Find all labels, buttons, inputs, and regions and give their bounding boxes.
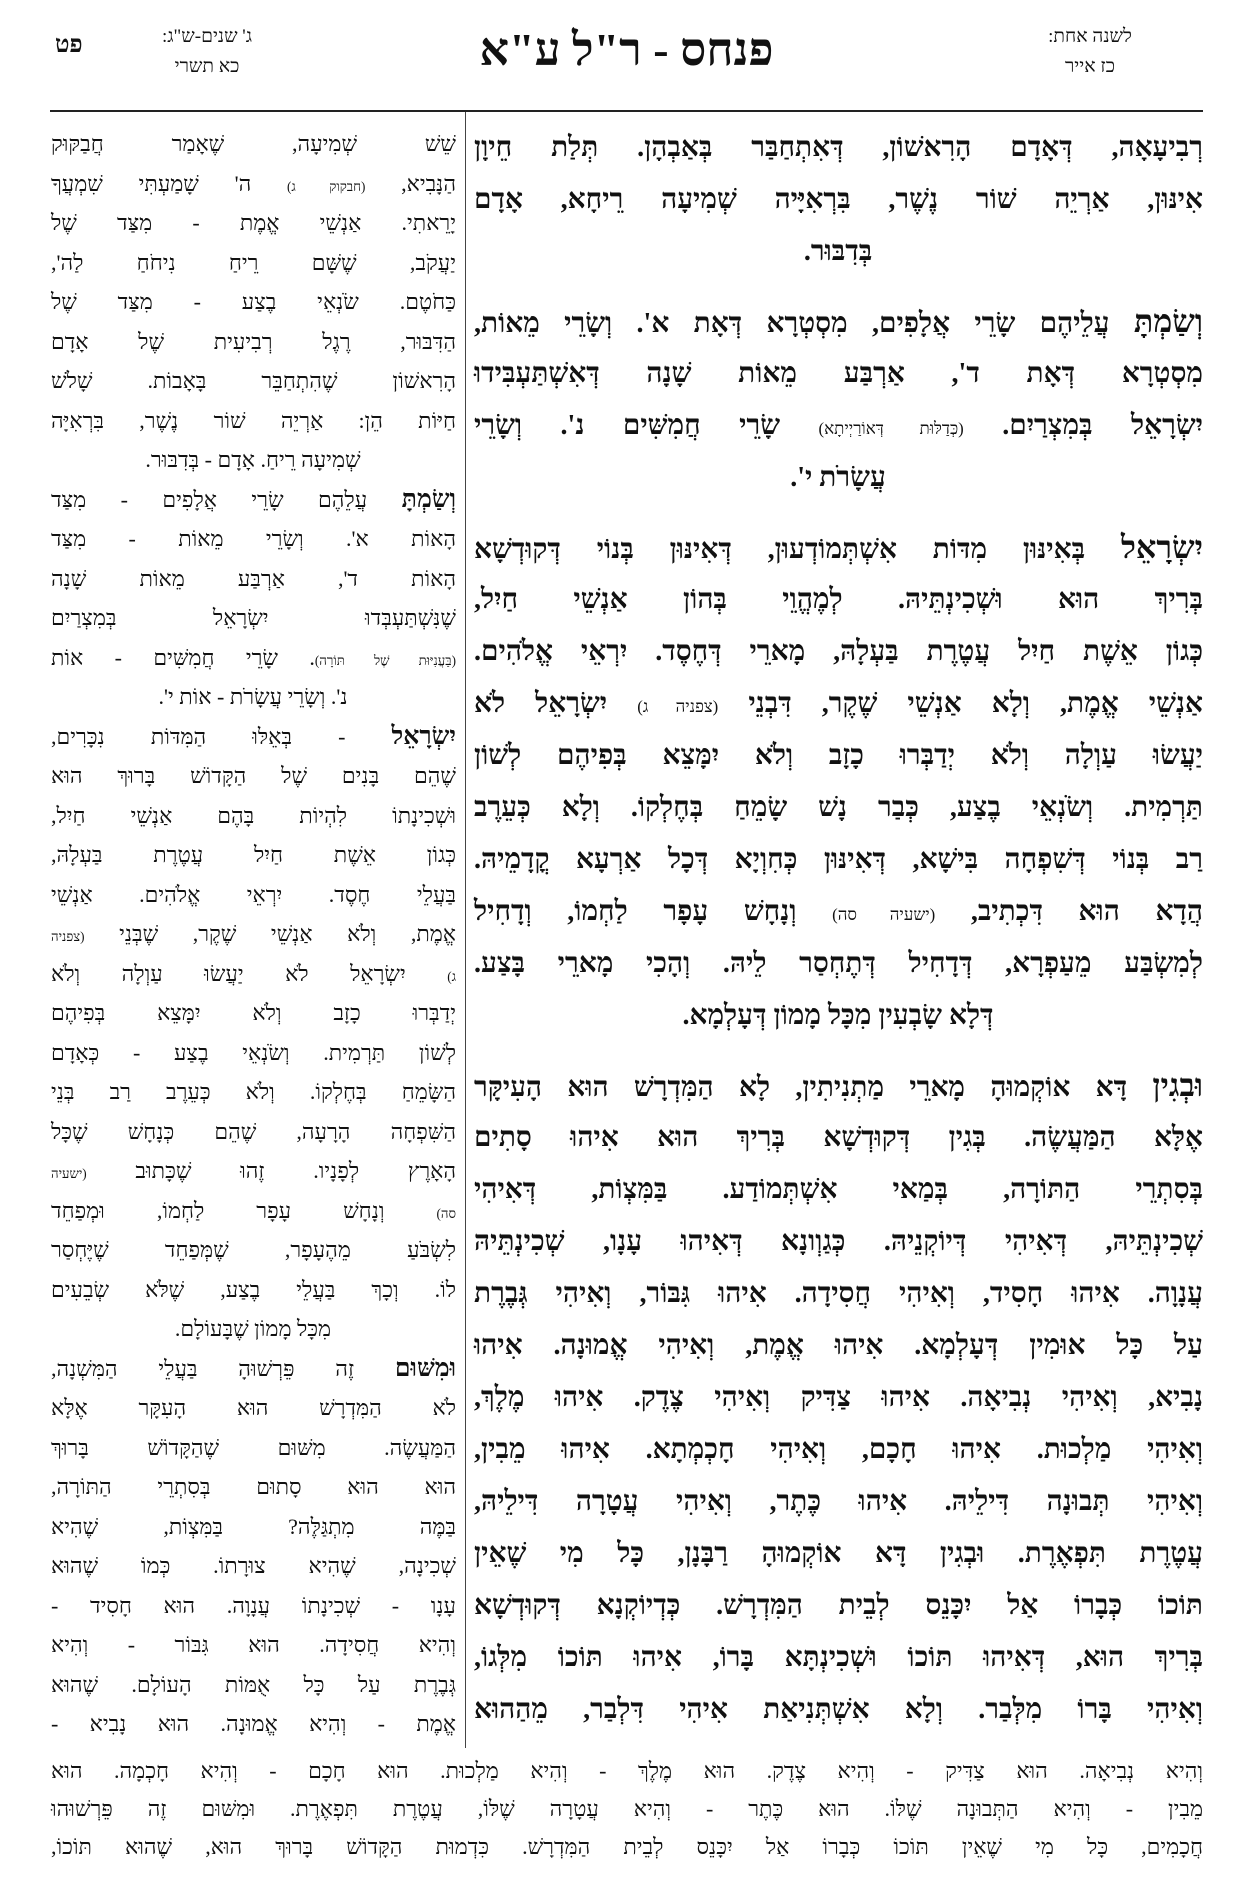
line-content	[51, 566, 456, 591]
line-content	[474, 1642, 1203, 1673]
line-text: וּשְׁכִינָתוֹ לִהְיוֹת בָּהֶם אַנְשֵׁי חַיִל,	[51, 802, 456, 828]
line-text: תּוֹכוֹ כְּבָרוֹ אַל יִכָּנֵס לְבֵית הַמִּדְרָשׁ. כְּדְיוֹקְנָא דְּקוּדְשָׁא	[474, 1590, 1203, 1621]
line-content	[51, 210, 456, 235]
translation-line	[50, 1507, 456, 1547]
paragraph-lead-word: יִשְׂרָאֵל	[391, 722, 456, 750]
column-divider	[465, 112, 466, 1748]
header-three-years-schedule	[112, 22, 302, 82]
translation-line	[50, 1349, 456, 1389]
translation-line	[50, 1467, 456, 1507]
line-text: מִכָּל מָמוֹן שֶׁבָּעוֹלָם.	[174, 1316, 332, 1341]
aramaic-line	[473, 1684, 1203, 1736]
line-content	[51, 1198, 456, 1223]
line-content	[474, 1694, 1203, 1725]
translation-line	[50, 440, 456, 480]
line-content	[51, 763, 456, 788]
line-text: אַנְשֵׁי אֱמֶת, וְלָא אַנְשֵׁי שֶׁקֶר, דִּבְנֵי	[718, 688, 1203, 719]
running-title: פנחס - ר"ל ע"א	[479, 24, 774, 75]
translation-line	[50, 1546, 456, 1586]
aramaic-line	[473, 1424, 1203, 1476]
line-content	[474, 1538, 1203, 1569]
translation-line	[50, 203, 456, 243]
aramaic-line	[473, 938, 1203, 990]
line-content	[804, 236, 872, 267]
source-reference: (צפניה	[51, 929, 85, 944]
line-text: לוֹ. וְכָךְ בַּעֲלֵי בֶצַע, שֶׁלֹּא שְׂבֵעִים	[51, 1276, 456, 1302]
line-content	[51, 1158, 456, 1183]
line-text: בְּרִיךְ הוּא וּשְׁכִינְתֵּיהּ. לְמֶהֱוֵי בְּהוֹן אַנְשֵׁי חַיִל,	[474, 584, 1203, 615]
line-text: כַּחֹטֶם. שֹׂנְאֵי בֶצַע - מִצַּד שֶׁל	[51, 289, 456, 314]
translation-line	[50, 124, 456, 164]
line-content	[474, 1122, 1203, 1153]
line-content	[474, 1226, 1203, 1257]
translation-continuation	[50, 1752, 1203, 1866]
line-content	[790, 462, 886, 493]
line-text: הַמַּעֲשֶׂה. מִשּׁוּם שֶׁהַקָּדוֹשׁ בָּרוּךְ	[51, 1434, 456, 1460]
line-text: ה' שָׁמַעְתִּי שִׁמְעֲךָ	[51, 170, 288, 196]
line-text: מֵבִין - וְהִיא הַתְּבוּנָה שֶׁלּוֹ. הוּא כֶּתֶר - וְהִיא עֲטָרָה שֶׁלּוֹ, עֲטֶרֶת תִּפְאֶרֶת. וּמִשּׁוּם זֶה פֵּרְשׁוּהוּ	[51, 1796, 1203, 1821]
line-text: וְהִיא חֲסִידָה. הוּא גִּבּוֹר - וְהִיא	[51, 1632, 456, 1657]
line-text: נ'. וְשָׂרֵי עֲשָׂרֹת - אוֹת י'.	[158, 684, 348, 709]
line-content	[474, 358, 1203, 389]
translation-line	[50, 835, 456, 875]
aramaic-line	[473, 990, 1203, 1042]
aramaic-line	[473, 1268, 1203, 1320]
aramaic-line	[473, 1164, 1203, 1216]
line-text: עֲלֵהֶם שָׂרֵי אֲלָפִים - מִצַּד	[51, 486, 402, 512]
continuation-line	[50, 1790, 1203, 1828]
aramaic-line	[473, 886, 1203, 938]
continuation-line	[50, 1752, 1203, 1790]
line-content	[474, 410, 1203, 441]
line-text: בְּרִיךְ הוּא, דְּאִיהוּ תּוֹכוֹ וּשְׁכִינְתָּא בָּרוֹ, אִיהוּ תּוֹכוֹ מִלְּגוֹ,	[474, 1642, 1203, 1673]
translation-line	[50, 796, 456, 836]
line-content	[474, 1382, 1203, 1413]
line-text: הָרִאשׁוֹן שֶׁהִתְחַבֵּר בָּאָבוֹת. שָׁלֹשׁ	[51, 368, 456, 393]
line-content	[51, 171, 456, 196]
line-content	[51, 1000, 456, 1025]
aramaic-line	[473, 522, 1203, 574]
aramaic-line	[473, 122, 1203, 174]
translation-line	[50, 361, 456, 401]
line-text: הַשִּׁפְחָה הָרָעָה, שֶׁהֵם כְּנָחָשׁ שֶׁכָּל	[51, 1118, 456, 1144]
source-reference: (ישעיה סה)	[832, 905, 936, 924]
line-text: לֹא הַמִּדְרָשׁ הוּא הָעִקָּר אֶלָּא	[51, 1395, 456, 1420]
line-text: מִסְטְרָא דְּאָת ד', אַרְבַּע מֵאוֹת שָׁנָה דְּאִשְׁתַּעְבִּידוּ	[474, 358, 1203, 389]
line-text: . שָׂרֵי חֲמִשִּׁים - אוֹת	[51, 644, 315, 670]
source-reference: (כְּדַלּוּת דְּאוֹרַיְיתָא)	[818, 419, 964, 438]
line-content	[51, 921, 456, 946]
translation-line	[50, 1586, 456, 1626]
line-text: דָּא אוֹקְמוּהָ מָארֵי מַתְנִיתִין, לָא הַמִּדְרָשׁ הוּא הָעִיקָּר	[474, 1072, 1153, 1103]
line-text: נָבִיא, וְאִיהִי נְבִיאָה. אִיהוּ צַדִּיק וְאִיהִי צֶדֶק. אִיהוּ מֶלֶךְ,	[474, 1382, 1203, 1413]
line-content	[51, 724, 456, 749]
line-content	[51, 289, 456, 314]
line-content	[474, 132, 1203, 163]
line-content	[51, 1514, 456, 1539]
line-text: כְּגוֹן אֵשֶׁת חַיִל עֲטֶרֶת בַּעְלָהּ,	[51, 842, 456, 867]
line-content	[51, 1796, 1203, 1821]
line-text: אִינּוּן, אַרְיֵה שׁוֹר נֶשֶׁר, בִּרְאִיָּיה שְׁמִיעָה רֵיחָא, אָדָם	[474, 184, 1203, 215]
line-content	[145, 447, 360, 472]
translation-line	[50, 638, 456, 678]
paragraph	[50, 1349, 456, 1744]
line-content	[474, 792, 1203, 823]
line-content	[51, 961, 456, 986]
translation-line	[50, 717, 456, 757]
aramaic-line	[473, 1528, 1203, 1580]
aramaic-line	[473, 1320, 1203, 1372]
aramaic-line	[473, 1372, 1203, 1424]
line-content	[474, 584, 1203, 615]
paragraph	[50, 124, 456, 480]
line-text: גְּבֶרֶת עַל כָּל אֻמּוֹת הָעוֹלָם. שֶׁהוּא	[51, 1671, 456, 1697]
line-text: שֶׁנִּשְׁתַּעְבְּדוּ יִשְׂרָאֵל בְּמִצְרַיִם	[51, 605, 456, 630]
line-content	[474, 1174, 1203, 1205]
line-text: דְּלָא שָׂבְעִין מִכָּל מָמוֹן דְּעָלְמָא.	[682, 1000, 994, 1031]
line-content	[474, 896, 1203, 927]
translation-line	[50, 480, 456, 520]
paragraph-lead-word: יִשְׂרָאֵל	[1120, 530, 1203, 565]
line-content	[51, 645, 456, 670]
translation-line	[50, 954, 456, 994]
line-content	[51, 1395, 456, 1420]
line-content	[51, 605, 456, 630]
line-content	[51, 1553, 456, 1578]
line-content	[51, 1119, 456, 1144]
line-content	[51, 803, 456, 828]
line-content	[51, 1672, 456, 1697]
translation-line	[50, 914, 456, 954]
line-content	[474, 948, 1203, 979]
line-content	[51, 1040, 456, 1065]
aramaic-line	[473, 1216, 1203, 1268]
page-number: פט	[55, 32, 83, 58]
line-content	[474, 304, 1203, 339]
aramaic-text-column	[473, 122, 1203, 1736]
line-content	[474, 1434, 1203, 1465]
paragraph	[50, 480, 456, 717]
line-text: יַעֲשׂוּ עַוְלָה וְלֹא יְדַבְּרוּ כָזָב וְלֹא יִמָּצֵא בְּפִיהֶם לְשׁוֹן	[474, 740, 1203, 771]
translation-line	[50, 282, 456, 322]
translation-line	[50, 1704, 456, 1744]
line-content	[682, 1000, 993, 1031]
line-text: וְנָחָשׁ עָפָר לַחְמוֹ, וְדָחִיל	[474, 896, 833, 927]
line-content	[474, 636, 1203, 667]
translation-line	[50, 1072, 456, 1112]
line-content	[51, 250, 456, 275]
aramaic-line	[473, 1060, 1203, 1112]
line-text: אֶלָּא הַמַּעֲשֶׂה. בְּגִין דְּקוּדְשָׁא בְּרִיךְ הוּא אִיהוּ סָתִים	[474, 1122, 1203, 1153]
line-content	[51, 882, 456, 907]
line-text: - בְּאֵלּוּ הַמִּדּוֹת נִכָּרִים,	[51, 723, 392, 749]
translation-line	[50, 401, 456, 441]
line-text: כְּגוֹן אֵשֶׁת חַיִל עֲטֶרֶת בַּעְלָהּ, מָארֵי דְּחֶסֶד. יִרְאֵי אֱלֹהִים.	[474, 636, 1203, 667]
line-text: הַשָּׂמֵחַ בְּחֶלְקוֹ. וְלֹא כְּעֵרֶב רַב בְּנֵי	[51, 1079, 456, 1104]
line-text: זֶה פֵּרְשׁוּהָ בַּעֲלֵי הַמִּשְׁנָה,	[51, 1355, 395, 1381]
line-text: חַיּוֹת הֵן: אַרְיֵה שׁוֹר נֶשֶׁר, בִּרְאִיָּה	[51, 407, 456, 433]
line-content	[51, 842, 456, 867]
translation-line	[50, 1388, 456, 1428]
line-text: תַּרְמִית. וְשֹׂנְאֵי בֶצַע, כְּבַר נָשׁ שָׂמֵחַ בְּחֶלְקוֹ. וְלָא כְּעֵרֶב	[474, 792, 1203, 823]
line-content	[51, 1474, 456, 1499]
line-text: וְאִיהִי בָּרוֹ מִלְּבַר. וְלָא אִשְׁתְּנִיאַת אִיהִי דִּלְבַר, מֵהַהוּא	[474, 1694, 1203, 1725]
line-content	[51, 1834, 1203, 1859]
line-text: עַל כָּל אוּמִין דְּעָלְמָא. אִיהוּ אֱמֶת, וְאִיהִי אֱמוּנָה. אִיהוּ	[474, 1330, 1203, 1361]
line-text: אֱמֶת, וְלֹא אַנְשֵׁי שֶׁקֶר, שֶׁבְּנֵי	[84, 921, 456, 946]
aramaic-line	[473, 348, 1203, 400]
line-content	[51, 1593, 456, 1618]
three-years-date: כא תשרי	[174, 56, 240, 77]
translation-line	[50, 1270, 456, 1310]
hebrew-translation-column	[50, 124, 456, 1744]
line-text: שְׁכִינָה, שֶׁהִיא צוּרָתוֹ. כְּמוֹ שֶׁהוּא	[51, 1553, 456, 1578]
translation-line	[50, 322, 456, 362]
aramaic-line	[473, 296, 1203, 348]
line-text: עָנָו - שְׁכִינָתוֹ עֲנָוָה. הוּא חָסִיד -	[51, 1592, 456, 1618]
line-content	[474, 844, 1203, 875]
line-content	[474, 1486, 1203, 1517]
line-content	[51, 1237, 456, 1262]
three-years-label: ג' שנים-ש"ג:	[162, 26, 252, 47]
line-text: לִשְׂבֹּעַ מֵהֶעָפָר, שֶׁמְּפַחֵד שֶׁיֶּחְסַר	[51, 1237, 456, 1262]
line-text: יִשְׂרָאֵל בְּמִצְרַיִם.	[963, 410, 1203, 441]
line-text: הָאוֹת ד', אַרְבַּע מֵאוֹת שָׁנָה	[51, 565, 456, 591]
paragraph	[50, 717, 456, 1349]
line-text: בְּדִבּוּר.	[803, 236, 873, 267]
line-content	[474, 688, 1203, 719]
line-text: אֱמֶת - וְהִיא אֱמוּנָה. הוּא נָבִיא -	[51, 1711, 456, 1736]
line-text: יִשְׂרָאֵל לֹא יַעֲשׂוּ עַוְלָה וְלֹא	[51, 960, 448, 986]
translation-line	[50, 243, 456, 283]
line-content	[474, 184, 1203, 215]
line-content	[51, 1079, 456, 1104]
line-text: הָאָרֶץ לְפָנָיו. זֶהוּ שֶׁכָּתוּב	[86, 1158, 456, 1183]
one-year-label: לשנה אחת:	[1048, 26, 1132, 47]
translation-line	[50, 993, 456, 1033]
source-reference: סה)	[436, 1205, 456, 1221]
line-text: וְאִיהִי מַלְכוּת. אִיהוּ חָכָם, וְאִיהִי חָכְמְתָא. אִיהוּ מֵבִין,	[474, 1434, 1203, 1465]
translation-line	[50, 1112, 456, 1152]
translation-line	[50, 1625, 456, 1665]
line-text: עֲלֵיהֶם שָׂרֵי אֲלָפִים, מִסְטְרָא דְּאָת א'. וְשָׂרֵי מֵאוֹת,	[474, 308, 1134, 339]
paragraph	[473, 122, 1203, 278]
translation-line	[50, 756, 456, 796]
line-text: שֵׁשׁ שְׁמִיעָה, שֶׁאָמַר חֲבַקּוּק	[51, 131, 456, 156]
line-content	[51, 1277, 456, 1302]
line-text: הַדִּבּוּר, רֶגֶל רְבִיעִית שֶׁל אָדָם	[51, 328, 456, 354]
line-text: וְאִיהִי תְּבוּנָה דִּילֵיהּ. אִיהוּ כֶּתֶר, וְאִיהִי עֲטָרָה דִּילֵיהּ,	[474, 1486, 1203, 1517]
paragraph-lead-word: וְשַׂמְתָּ	[1133, 304, 1203, 339]
line-text: שֶׁהֵם בָּנִים שֶׁל הַקָּדוֹשׁ בָּרוּךְ הוּא	[51, 763, 456, 788]
line-content	[474, 1068, 1203, 1103]
line-text: שְׁמִיעָה רֵיחַ. אָדָם - בְּדִבּוּר.	[145, 447, 361, 472]
header-one-year-schedule	[1005, 22, 1175, 82]
line-text: בְּסִתְרֵי הַתּוֹרָה, בְּמַאי אִשְׁתְּמוֹדַע. בַּמִּצְוֹת, דְּאִיהִי	[474, 1174, 1203, 1205]
aramaic-line	[473, 1580, 1203, 1632]
translation-line	[50, 1151, 456, 1191]
line-text: הַנָּבִיא,	[365, 170, 456, 196]
line-content	[474, 740, 1203, 771]
aramaic-line	[473, 400, 1203, 452]
translation-line	[50, 1191, 456, 1231]
line-text: הָאוֹת א'. וְשָׂרֵי מֵאוֹת - מִצַּד	[51, 526, 456, 551]
translation-line	[50, 519, 456, 559]
line-text: רְבִיעָאָה, דְּאָדָם הָרִאשׁוֹן, דְּאִתְחַבַּר בְּאַבְהָן. תְּלַת חֵיוָן	[474, 132, 1203, 163]
line-text: הוּא הוּא סָתוּם בְּסִתְרֵי הַתּוֹרָה,	[51, 1474, 456, 1499]
line-text: וְהִיא נְבִיאָה. הוּא צַדִּיק - וְהִיא צֶדֶק. הוּא מֶלֶךְ - וְהִיא מַלְכוּת. הוּא חָכָם - וְהִיא חָכְמָה. הוּא	[51, 1758, 1203, 1783]
line-content	[51, 408, 456, 433]
line-text: הֲדָא הוּא דִּכְתִיב,	[935, 896, 1203, 927]
translation-line	[50, 164, 456, 204]
translation-line	[50, 875, 456, 915]
line-text: יִשְׂרָאֵל לֹא	[474, 688, 638, 719]
aramaic-line	[473, 226, 1203, 278]
aramaic-line	[473, 678, 1203, 730]
translation-line	[50, 1428, 456, 1468]
source-reference: ג)	[447, 968, 456, 984]
translation-line	[50, 1230, 456, 1270]
line-text: לְמִשְׂבַּע מֵעַפְרָא, דְּדָחִיל דְּתֶחְסַר לֵיהּ. וְהָכִי מָארֵי בָּצַע.	[474, 948, 1203, 979]
line-content	[474, 1278, 1203, 1309]
line-text: רַב בְּנוֹי דְּשִׁפְחָה בִּישָׁא, דְּאִינּוּן כְּחִוְיָא דְּכָל אַרְעָא קֳדָמֵיהּ.	[474, 844, 1203, 875]
line-content	[51, 131, 456, 156]
source-reference: (ישעיה	[51, 1166, 87, 1181]
line-content	[51, 1435, 456, 1460]
line-content	[51, 329, 456, 354]
paragraph-lead-word: וּבְגִין	[1152, 1068, 1203, 1103]
line-text: חֲכָמִים, כָּל מִי שֶׁאֵין תּוֹכוֹ כְּבָרוֹ אַל יִכָּנֵס לְבֵית הַמִּדְרָשׁ. כִּדְמוּת הַקָּדוֹשׁ בָּרוּךְ הוּא, שֶׁהוּא תּוֹכוֹ,	[51, 1834, 1203, 1859]
aramaic-line	[473, 174, 1203, 226]
aramaic-line	[473, 574, 1203, 626]
line-content	[51, 487, 456, 512]
header-rule	[50, 110, 1203, 112]
line-content	[51, 1356, 456, 1381]
source-reference: (צפניה ג)	[637, 697, 719, 716]
paragraph	[473, 522, 1203, 1042]
line-text: עֲנָוָה. אִיהוּ חָסִיד, וְאִיהִי חֲסִידָה. אִיהוּ גִּבּוֹר, וְאִיהִי גְּבֶרֶת	[474, 1278, 1203, 1309]
line-text: עֲטֶרֶת תִּפְאֶרֶת. וּבְגִין דָּא אוֹקְמוּהָ רַבָּנָן, כָּל מִי שֶׁאֵין	[474, 1538, 1203, 1569]
line-content	[159, 684, 348, 709]
line-content	[51, 1758, 1203, 1783]
aramaic-line	[473, 730, 1203, 782]
translation-line	[50, 677, 456, 717]
continuation-line	[50, 1828, 1203, 1866]
line-content	[474, 1330, 1203, 1361]
line-text: שָׂרֵי חֲמִשִּׁים נ'. וְשָׂרֵי	[474, 410, 819, 441]
translation-line	[50, 1665, 456, 1705]
translation-line	[50, 559, 456, 599]
line-text: שְׁכִינְתֵּיהּ, דְּאִיהִי דְּיוֹקְנֵיהּ. כְּגַוְונָא דְּאִיהוּ עָנָו, שְׁכִינְתֵּיהּ	[474, 1226, 1203, 1257]
translation-line	[50, 1309, 456, 1349]
line-content	[474, 530, 1203, 565]
aramaic-line	[473, 452, 1203, 504]
translation-line	[50, 598, 456, 638]
line-content	[51, 1711, 456, 1736]
line-text: עֲשָׂרֹת י'.	[790, 462, 886, 493]
line-content	[51, 1632, 456, 1657]
line-content	[51, 526, 456, 551]
paragraph-lead-word: וּמִשּׁוּם	[394, 1354, 456, 1382]
line-text: יְדַבְּרוּ כָזָב וְלֹא יִמָּצֵא בְּפִיהֶם	[51, 1000, 456, 1025]
line-text: יַעֲקֹב, שֶׁשָּׁם רֵיחַ נִיחֹחַ לַה',	[51, 249, 456, 275]
source-reference: (חבקוק ג)	[287, 178, 366, 194]
line-content	[175, 1316, 331, 1341]
line-text: יָרֵאתִי. אַנְשֵׁי אֱמֶת - מִצַּד שֶׁל	[51, 210, 456, 235]
paragraph-lead-word: וְשַׂמְתָּ	[401, 485, 456, 513]
line-text: בְּאִינּוּן מִדּוֹת אִשְׁתְּמוֹדְעוּן, דְּאִינּוּן בְּנוֹי דְּקוּדְשָׁא	[474, 534, 1121, 565]
line-text: בַּמֶּה מִתְגַּלֶּה? בַּמִּצְוֹת, שֶׁהִיא	[51, 1513, 456, 1539]
paragraph	[473, 1060, 1203, 1736]
aramaic-line	[473, 1476, 1203, 1528]
line-text: וְנָחָשׁ עָפָר לַחְמוֹ, וּמְפַחֵד	[51, 1197, 437, 1223]
aramaic-line	[473, 626, 1203, 678]
translation-line	[50, 1033, 456, 1073]
line-content	[51, 368, 456, 393]
line-content	[474, 1590, 1203, 1621]
aramaic-line	[473, 782, 1203, 834]
aramaic-line	[473, 1112, 1203, 1164]
line-text: בַּעֲלֵי חֶסֶד. יִרְאֵי אֱלֹהִים. אַנְשֵׁי	[51, 881, 456, 907]
one-year-date: כז אייר	[1064, 56, 1116, 77]
aramaic-line	[473, 1632, 1203, 1684]
paragraph	[473, 296, 1203, 504]
aramaic-line	[473, 834, 1203, 886]
source-reference: (בַּעֲנִיּוּת שֶׁל תּוֹרָה)	[314, 652, 456, 668]
line-text: לְשׁוֹן תַּרְמִית. וְשֹׂנְאֵי בֶצַע - כְּאָדָם	[51, 1039, 456, 1065]
